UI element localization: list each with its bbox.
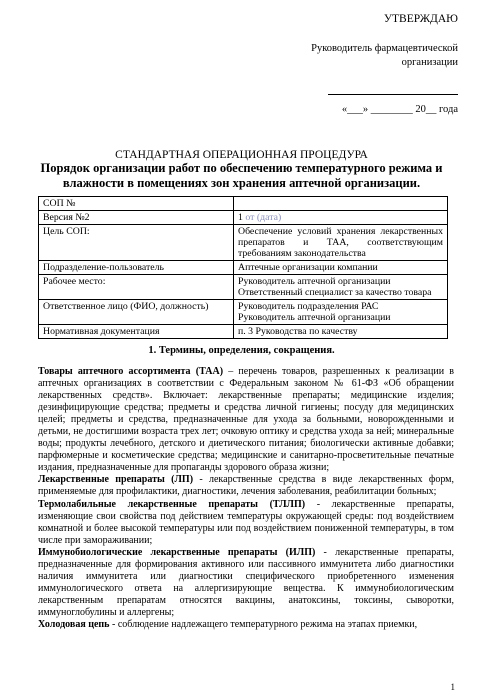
approval-role-line1: Руководитель фармацевтической [311,43,458,54]
table-cell-value [234,275,448,300]
approval-date: «___» ________ 20__ года [341,104,458,115]
table-row [39,325,448,339]
term-paragraph [38,474,454,498]
term-name: Холодовая цепь [38,618,110,630]
term-paragraph [38,619,454,631]
approval-title: УТВЕРЖДАЮ [383,13,458,25]
table-row [39,225,448,261]
document-title-line2: влажности в помещениях зон хранения аптечной организации. [62,176,421,190]
table-cell-line: Руководитель аптечной организации [238,312,391,323]
table-cell-line: Ответственный специалист за качество товара [238,287,432,298]
version-date-placeholder: от (дата) [245,212,282,223]
table-row [39,261,448,275]
term-name: Иммунобиологические лекарственные препараты (ИЛП) [38,546,316,558]
table-cell-value: Аптечные организации компании [234,261,448,275]
term-name: Лекарственные препараты (ЛП) [38,474,194,486]
term-paragraph [38,499,454,547]
table-row [39,300,448,325]
table-row [39,211,448,225]
document-title [0,161,483,191]
term-definition: - лекарственные препараты, предназначенные для формирования активного или пассивного иммунитета либо диагностики наличия иммунитета или диагностики специфического приобретенного изменения иммунологического ответа на аллергизирующие вещества. К иммунобиологическим лекарственным препаратам относятся вакцины, анатоксины, токсины, сыворотки, иммуноглобулины и аллергены; [38,546,454,618]
version-number: 1 [238,212,243,223]
table-row [39,197,448,211]
sop-info-table [38,196,448,339]
approval-role [311,42,458,70]
section-title: 1. Термины, определения, сокращения. [148,345,335,356]
term-definition: - лекарственные средства в виде лекарственных форм, применяемые для профилактики, диагностики, лечения заболевания, реабилитации больных; [38,474,454,498]
page-number: 1 [450,682,455,692]
table-cell-value [234,300,448,325]
term-definition: - лекарственные препараты, изменяющие свои свойства под действием температуры окружающей среды: под воздействием комнатной и более высокой температуры или под воздействием пониженной температуры, в том числе при замораживании; [38,498,455,546]
term-name: Товары аптечного ассортимента (ТАА) [38,366,224,377]
table-cell-label: Цель СОП: [39,225,234,261]
approval-role-line2: организации [401,57,458,68]
terms-section [38,366,454,631]
table-row [39,275,448,300]
table-cell-value: п. 3 Руководства по качеству [234,325,448,339]
document-title-line1: Порядок организации работ по обеспечению температурного режима и [40,161,443,175]
term-paragraph [38,547,454,619]
term-definition: – перечень товаров, разрешенных к реализации в аптечных организациях в соответствии с Федеральным законом № 61-ФЗ «Об обращении лекарственных средств». Включает: лекарственные препараты; медицинские изделия; дезинфицирующие средства; предметы и средства личной гигиены; посуду для медицинских целей; предметы и средства, предназначенные для ухода за больными, новорожденными и детьми, не достигшими возраста трех лет; очковую оптику и средства ухода за ней; минеральные воды; продукты лечебного, детского и диетического питания; биологически активные добавки; парфюмерные и косметические средства; медицинские и санитарно-просветительные печатные издания, предназначенные для пропаганды здорового образа жизни; [38,366,455,474]
term-paragraph [38,366,454,474]
term-name: Термолабильные лекарственные препараты (ТЛЛП) [38,498,306,510]
table-cell-label: Нормативная документация [39,325,234,339]
table-cell-line: Руководитель аптечной организации [238,276,391,287]
table-cell-value: Обеспечение условий хранения лекарственных препаратов и ТАА, соответствующим требованиям законодательства [234,225,448,261]
table-cell-label: Рабочее место: [39,275,234,300]
table-cell-value [234,211,448,225]
table-cell-label: Подразделение-пользователь [39,261,234,275]
signature-line [328,94,458,95]
table-cell-label: Ответственное лицо (ФИО, должность) [39,300,234,325]
table-cell-label: СОП № [39,197,234,211]
table-cell-label: Версия №2 [39,211,234,225]
table-cell-value [234,197,448,211]
sop-heading: СТАНДАРТНАЯ ОПЕРАЦИОННАЯ ПРОЦЕДУРА [115,149,368,161]
term-definition: - соблюдение надлежащего температурного режима на этапах приемки, [109,618,418,630]
table-cell-line: Руководитель подразделения РАС [238,301,379,312]
